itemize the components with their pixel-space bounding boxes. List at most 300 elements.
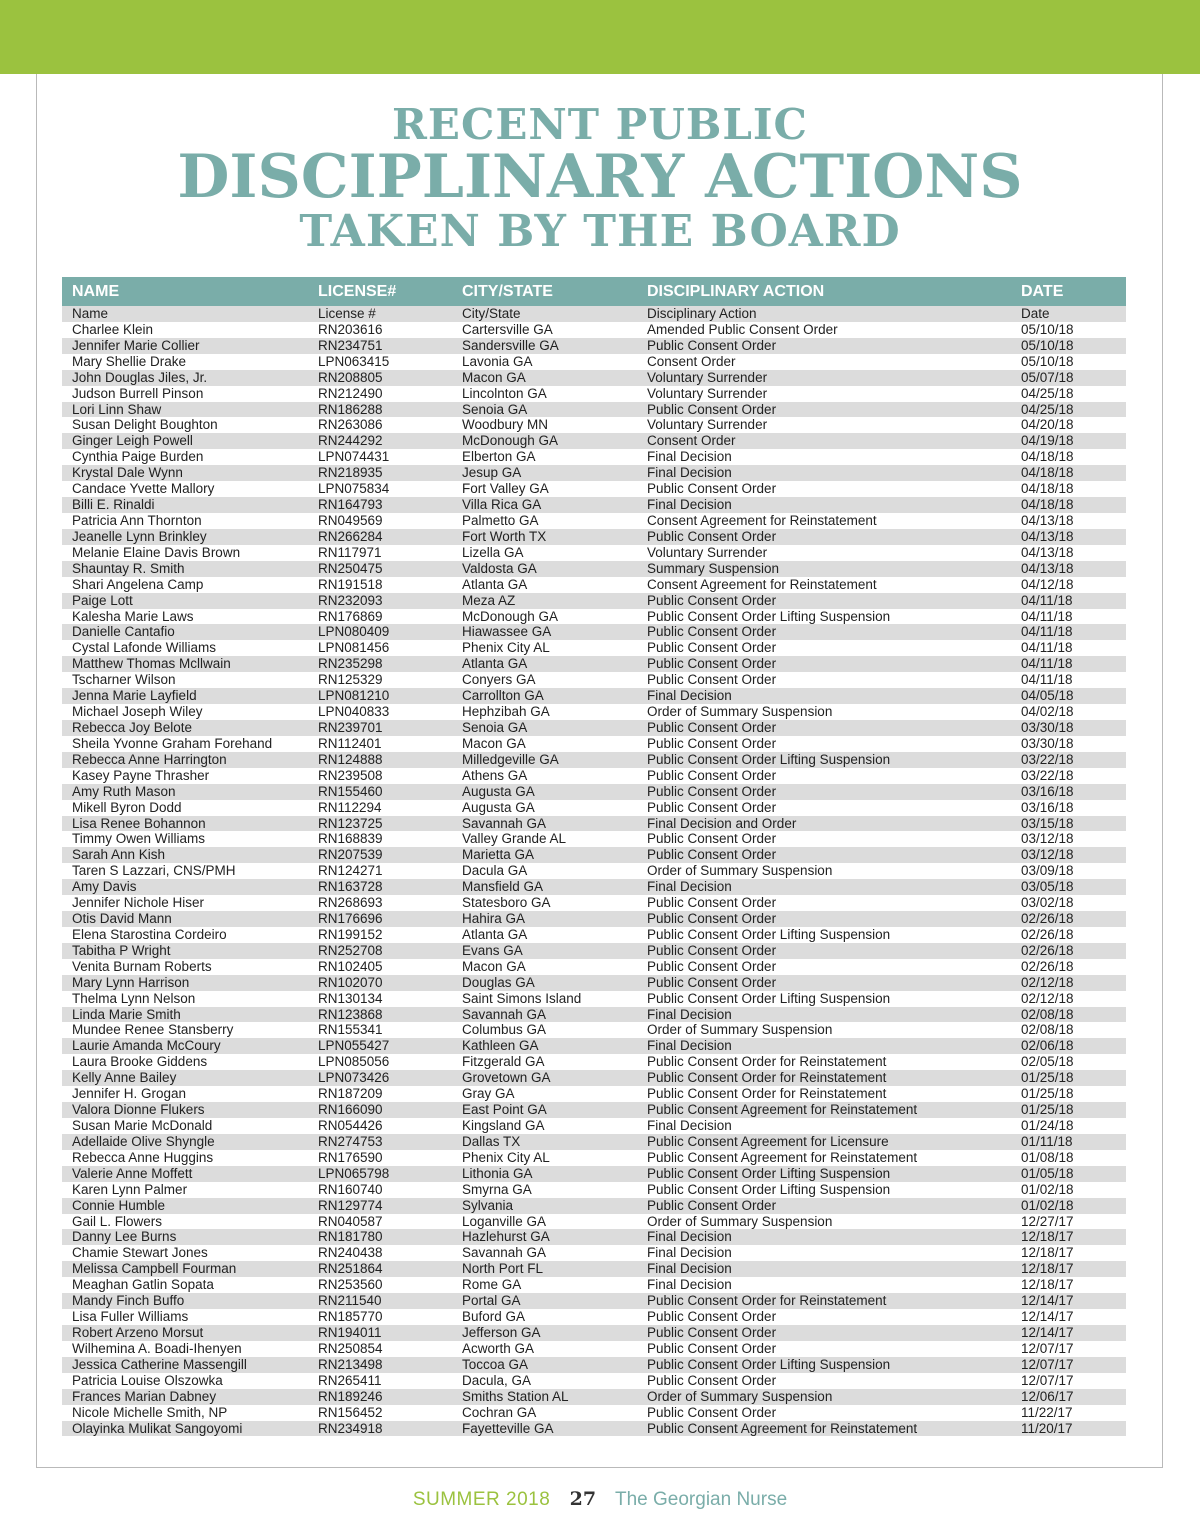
city-state-cell: Marietta GA xyxy=(462,847,535,863)
date-cell: 04/11/18 xyxy=(1021,624,1073,640)
table-row xyxy=(62,1070,1126,1086)
city-state-cell: Kathleen GA xyxy=(462,1038,539,1054)
city-state-cell: City/State xyxy=(462,306,521,321)
license-cell: RN156452 xyxy=(318,1404,383,1420)
name-cell: Olayinka Mulikat Sangoyomi xyxy=(72,1420,243,1436)
license-cell: RN102070 xyxy=(318,974,383,990)
table-row xyxy=(62,465,1126,481)
name-cell: Lori Linn Shaw xyxy=(72,401,162,417)
action-cell: Final Decision xyxy=(647,1006,732,1022)
column-header-action: DISCIPLINARY ACTION xyxy=(647,283,825,300)
table-row xyxy=(62,752,1126,768)
city-state-cell: Woodbury MN xyxy=(462,417,549,433)
action-cell: Final Decision xyxy=(647,1277,732,1293)
city-state-cell: McDonough GA xyxy=(462,433,559,449)
city-state-cell: Dacula, GA xyxy=(462,1372,532,1388)
table-row xyxy=(62,704,1126,720)
table-row xyxy=(62,1166,1126,1182)
license-cell: RN263086 xyxy=(318,417,383,433)
date-cell: 04/13/18 xyxy=(1021,528,1074,544)
name-cell: Melissa Campbell Fourman xyxy=(72,1261,237,1277)
license-cell: LPN081456 xyxy=(318,640,390,656)
date-cell: 02/26/18 xyxy=(1021,958,1074,974)
name-cell: Valora Dionne Flukers xyxy=(72,1102,205,1118)
table-row xyxy=(62,1357,1126,1373)
table-row xyxy=(62,561,1126,577)
city-state-cell: Saint Simons Island xyxy=(462,990,582,1006)
name-cell: Krystal Dale Wynn xyxy=(72,465,183,481)
date-cell: 12/27/17 xyxy=(1021,1213,1074,1229)
date-cell: 05/07/18 xyxy=(1021,369,1074,385)
name-cell: Lisa Renee Bohannon xyxy=(72,815,206,831)
name-cell: Mikell Byron Dodd xyxy=(72,799,182,815)
title-line-1: RECENT PUBLIC xyxy=(392,100,808,149)
table-row xyxy=(62,1277,1126,1293)
license-cell: RN187209 xyxy=(318,1086,383,1102)
action-cell: Public Consent Order xyxy=(647,528,777,544)
table-row xyxy=(62,1182,1126,1198)
name-cell: Jeanelle Lynn Brinkley xyxy=(72,528,207,544)
date-cell: 03/30/18 xyxy=(1021,719,1074,735)
city-state-cell: Hiawassee GA xyxy=(462,624,552,640)
license-cell: LPN085056 xyxy=(318,1054,390,1070)
city-state-cell: Smiths Station AL xyxy=(462,1388,569,1404)
table-row xyxy=(62,306,1126,322)
name-cell: Danielle Cantafio xyxy=(72,624,175,640)
action-cell: Disciplinary Action xyxy=(647,306,757,321)
date-cell: 01/25/18 xyxy=(1021,1086,1074,1102)
date-cell: 03/02/18 xyxy=(1021,895,1074,911)
date-cell: 12/07/17 xyxy=(1021,1372,1074,1388)
license-cell: RN253560 xyxy=(318,1277,383,1293)
city-state-cell: Elberton GA xyxy=(462,449,536,465)
city-state-cell: Athens GA xyxy=(462,767,528,783)
license-cell: LPN073426 xyxy=(318,1070,390,1086)
name-cell: Mandy Finch Buffo xyxy=(72,1293,185,1309)
name-cell: Shari Angelena Camp xyxy=(72,576,204,592)
name-cell: Shauntay R. Smith xyxy=(72,560,185,576)
footer-season: SUMMER 2018 xyxy=(412,1489,551,1510)
name-cell: Timmy Owen Williams xyxy=(72,831,205,847)
date-cell: 04/11/18 xyxy=(1021,656,1073,672)
column-header-license: LICENSE# xyxy=(318,283,397,300)
license-cell: RN130134 xyxy=(318,990,383,1006)
name-cell: Mundee Renee Stansberry xyxy=(72,1022,234,1038)
date-cell: 05/10/18 xyxy=(1021,321,1074,337)
city-state-cell: Douglas GA xyxy=(462,974,535,990)
license-cell: RN155460 xyxy=(318,783,383,799)
table-row xyxy=(62,863,1126,879)
license-cell: RN203616 xyxy=(318,321,383,337)
city-state-cell: Fort Worth TX xyxy=(462,528,547,544)
action-cell: Order of Summary Suspension xyxy=(647,863,833,879)
license-cell: RN176696 xyxy=(318,911,383,927)
date-cell: 01/05/18 xyxy=(1021,1165,1074,1181)
date-cell: 04/05/18 xyxy=(1021,688,1074,704)
city-state-cell: Milledgeville GA xyxy=(462,751,559,767)
name-cell: Tabitha P Wright xyxy=(72,942,171,958)
table-row xyxy=(62,911,1126,927)
name-cell: Sarah Ann Kish xyxy=(72,847,166,863)
name-cell: Meaghan Gatlin Sopata xyxy=(72,1277,214,1293)
name-cell: Jessica Catherine Massengill xyxy=(72,1356,247,1372)
action-cell: Public Consent Order Lifting Suspension xyxy=(647,1356,891,1372)
city-state-cell: Sandersville GA xyxy=(462,337,559,353)
action-cell: Public Consent Order Lifting Suspension xyxy=(647,1165,891,1181)
action-cell: Consent Agreement for Reinstatement xyxy=(647,576,877,592)
table-row xyxy=(62,1261,1126,1277)
city-state-cell: Gray GA xyxy=(462,1086,515,1102)
city-state-cell: Savannah GA xyxy=(462,1006,547,1022)
license-cell: RN234918 xyxy=(318,1420,383,1436)
city-state-cell: Sylvania xyxy=(462,1197,514,1213)
license-cell: RN163728 xyxy=(318,879,383,895)
action-cell: Public Consent Order xyxy=(647,847,777,863)
name-cell: Kasey Payne Thrasher xyxy=(72,767,210,783)
action-cell: Public Consent Order xyxy=(647,735,777,751)
action-cell: Public Consent Agreement for Reinstatement xyxy=(647,1102,918,1118)
column-header-name: NAME xyxy=(72,283,120,300)
date-cell: 12/07/17 xyxy=(1021,1340,1074,1356)
name-cell: Jennifer H. Grogan xyxy=(72,1086,187,1102)
table-row xyxy=(62,1118,1126,1134)
license-cell: RN250475 xyxy=(318,560,383,576)
name-cell: Patricia Louise Olszowka xyxy=(72,1372,223,1388)
license-cell: RN124888 xyxy=(318,751,383,767)
date-cell: 03/12/18 xyxy=(1021,831,1074,847)
name-cell: Adellaide Olive Shyngle xyxy=(72,1133,215,1149)
city-state-cell: Mansfield GA xyxy=(462,879,544,895)
city-state-cell: Portal GA xyxy=(462,1293,521,1309)
city-state-cell: Hazlehurst GA xyxy=(462,1229,550,1245)
table-row xyxy=(62,975,1126,991)
name-cell: Rebecca Anne Harrington xyxy=(72,751,227,767)
name-cell: Taren S Lazzari, CNS/PMH xyxy=(72,863,236,879)
table-row xyxy=(62,1245,1126,1261)
name-cell: Wilhemina A. Boadi-Ihenyen xyxy=(72,1340,242,1356)
date-cell: 01/24/18 xyxy=(1021,1118,1074,1134)
license-cell: RN054426 xyxy=(318,1118,383,1134)
city-state-cell: Kingsland GA xyxy=(462,1118,545,1134)
name-cell: Elena Starostina Cordeiro xyxy=(72,926,227,942)
name-cell: Laurie Amanda McCoury xyxy=(72,1038,221,1054)
action-cell: Public Consent Agreement for Reinstatement xyxy=(647,1149,918,1165)
city-state-cell: Lavonia GA xyxy=(462,353,533,369)
license-cell: RN189246 xyxy=(318,1388,383,1404)
table-row xyxy=(62,386,1126,402)
action-cell: Consent Order xyxy=(647,433,736,449)
city-state-cell: Lincolnton GA xyxy=(462,385,547,401)
table-row xyxy=(62,433,1126,449)
table-row xyxy=(62,402,1126,418)
date-cell: 04/25/18 xyxy=(1021,385,1074,401)
table-row xyxy=(62,1309,1126,1325)
table-row xyxy=(62,1229,1126,1245)
table-row xyxy=(62,1086,1126,1102)
date-cell: 03/30/18 xyxy=(1021,735,1074,751)
license-cell: RN268693 xyxy=(318,895,383,911)
table-row xyxy=(62,545,1126,561)
date-cell: 04/11/18 xyxy=(1021,592,1073,608)
license-cell: RN199152 xyxy=(318,926,383,942)
name-cell: Matthew Thomas Mcllwain xyxy=(72,656,231,672)
city-state-cell: Phenix City AL xyxy=(462,1149,550,1165)
license-cell: RN240438 xyxy=(318,1245,383,1261)
date-cell: 04/12/18 xyxy=(1021,576,1074,592)
license-cell: License # xyxy=(318,306,376,321)
name-cell: Name xyxy=(72,306,109,321)
city-state-cell: Conyers GA xyxy=(462,672,536,688)
action-cell: Public Consent Order xyxy=(647,974,777,990)
table-row xyxy=(62,1198,1126,1214)
name-cell: Susan Marie McDonald xyxy=(72,1118,213,1134)
table-row xyxy=(62,529,1126,545)
table-row xyxy=(62,481,1126,497)
action-cell: Public Consent Order xyxy=(647,958,777,974)
license-cell: RN266284 xyxy=(318,528,383,544)
city-state-cell: Savannah GA xyxy=(462,1245,547,1261)
license-cell: LPN040833 xyxy=(318,704,390,720)
license-cell: RN040587 xyxy=(318,1213,383,1229)
table-row xyxy=(62,816,1126,832)
date-cell: 03/15/18 xyxy=(1021,815,1074,831)
city-state-cell: Cochran GA xyxy=(462,1404,537,1420)
action-cell: Public Consent Order xyxy=(647,640,777,656)
table-row xyxy=(62,593,1126,609)
action-cell: Summary Suspension xyxy=(647,560,780,576)
action-cell: Public Consent Order xyxy=(647,911,777,927)
action-cell: Public Consent Order Lifting Suspension xyxy=(647,926,891,942)
name-cell: John Douglas Jiles, Jr. xyxy=(72,369,208,385)
table-row xyxy=(62,879,1126,895)
name-cell: Mary Lynn Harrison xyxy=(72,974,190,990)
date-cell: 04/02/18 xyxy=(1021,704,1074,720)
date-cell: 04/13/18 xyxy=(1021,560,1074,576)
action-cell: Public Consent Order xyxy=(647,831,777,847)
city-state-cell: Acworth GA xyxy=(462,1340,535,1356)
name-cell: Kelly Anne Bailey xyxy=(72,1070,177,1086)
license-cell: RN213498 xyxy=(318,1356,383,1372)
date-cell: 02/26/18 xyxy=(1021,911,1074,927)
date-cell: 02/08/18 xyxy=(1021,1022,1074,1038)
action-cell: Public Consent Order xyxy=(647,656,777,672)
action-cell: Public Consent Order xyxy=(647,1372,777,1388)
city-state-cell: Loganville GA xyxy=(462,1213,547,1229)
action-cell: Public Consent Order Lifting Suspension xyxy=(647,608,891,624)
city-state-cell: McDonough GA xyxy=(462,608,559,624)
city-state-cell: Grovetown GA xyxy=(462,1070,551,1086)
date-cell: 12/18/17 xyxy=(1021,1229,1074,1245)
city-state-cell: Meza AZ xyxy=(462,592,516,608)
city-state-cell: Fitzgerald GA xyxy=(462,1054,545,1070)
footer-magazine-name: The Georgian Nurse xyxy=(615,1489,788,1510)
license-cell: RN251864 xyxy=(318,1261,383,1277)
date-cell: 01/02/18 xyxy=(1021,1197,1074,1213)
date-cell: 01/02/18 xyxy=(1021,1181,1074,1197)
city-state-cell: Evans GA xyxy=(462,942,523,958)
date-cell: 04/11/18 xyxy=(1021,640,1073,656)
license-cell: RN239508 xyxy=(318,767,383,783)
action-cell: Final Decision xyxy=(647,1261,732,1277)
action-cell: Public Consent Order Lifting Suspension xyxy=(647,751,891,767)
table-row xyxy=(62,736,1126,752)
action-cell: Order of Summary Suspension xyxy=(647,704,833,720)
action-cell: Final Decision and Order xyxy=(647,815,797,831)
name-cell: Ginger Leigh Powell xyxy=(72,433,193,449)
name-cell: Nicole Michelle Smith, NP xyxy=(72,1404,228,1420)
action-cell: Amended Public Consent Order xyxy=(647,321,838,337)
city-state-cell: Jesup GA xyxy=(462,465,522,481)
license-cell: LPN074431 xyxy=(318,449,390,465)
license-cell: RN234751 xyxy=(318,337,383,353)
license-cell: RN207539 xyxy=(318,847,383,863)
city-state-cell: Statesboro GA xyxy=(462,895,551,911)
action-cell: Public Consent Order Lifting Suspension xyxy=(647,1181,891,1197)
action-cell: Public Consent Order for Reinstatement xyxy=(647,1070,887,1086)
table-row xyxy=(62,800,1126,816)
city-state-cell: Atlanta GA xyxy=(462,656,528,672)
date-cell: 02/05/18 xyxy=(1021,1054,1074,1070)
city-state-cell: Senoia GA xyxy=(462,719,528,735)
date-cell: 04/11/18 xyxy=(1021,672,1073,688)
date-cell: 04/13/18 xyxy=(1021,512,1074,528)
license-cell: RN155341 xyxy=(318,1022,383,1038)
date-cell: 02/08/18 xyxy=(1021,1006,1074,1022)
action-cell: Order of Summary Suspension xyxy=(647,1388,833,1404)
date-cell: 12/14/17 xyxy=(1021,1325,1074,1340)
city-state-cell: Hephzibah GA xyxy=(462,704,550,720)
name-cell: Kalesha Marie Laws xyxy=(72,608,194,624)
name-cell: Susan Delight Boughton xyxy=(72,417,218,433)
table-row xyxy=(62,1214,1126,1230)
name-cell: Candace Yvette Mallory xyxy=(72,481,215,497)
table-row xyxy=(62,688,1126,704)
date-cell: Date xyxy=(1021,306,1050,321)
name-cell: Lisa Fuller Williams xyxy=(72,1309,189,1325)
action-cell: Voluntary Surrender xyxy=(647,544,768,560)
name-cell: Valerie Anne Moffett xyxy=(72,1165,193,1181)
license-cell: RN186288 xyxy=(318,401,383,417)
action-cell: Public Consent Order for Reinstatement xyxy=(647,1293,887,1309)
license-cell: RN191518 xyxy=(318,576,383,592)
table-row xyxy=(62,1325,1126,1341)
disciplinary-actions-table xyxy=(62,277,1126,1436)
name-cell: Rebecca Anne Huggins xyxy=(72,1149,214,1165)
name-cell: Judson Burrell Pinson xyxy=(72,385,204,401)
date-cell: 03/16/18 xyxy=(1021,783,1074,799)
date-cell: 02/06/18 xyxy=(1021,1038,1074,1054)
city-state-cell: Buford GA xyxy=(462,1309,526,1325)
action-cell: Public Consent Order xyxy=(647,719,777,735)
city-state-cell: Dallas TX xyxy=(462,1133,521,1149)
date-cell: 01/11/18 xyxy=(1021,1133,1073,1149)
table-row xyxy=(62,624,1126,640)
action-cell: Final Decision xyxy=(647,497,732,513)
city-state-cell: Lithonia GA xyxy=(462,1165,533,1181)
date-cell: 05/10/18 xyxy=(1021,353,1074,369)
license-cell: RN112294 xyxy=(318,799,382,815)
license-cell: LPN063415 xyxy=(318,353,390,369)
license-cell: RN274753 xyxy=(318,1133,383,1149)
city-state-cell: Macon GA xyxy=(462,369,526,385)
license-cell: RN208805 xyxy=(318,369,383,385)
license-cell: RN168839 xyxy=(318,831,383,847)
table-row xyxy=(62,1150,1126,1166)
license-cell: RN265411 xyxy=(318,1372,382,1388)
city-state-cell: North Port FL xyxy=(462,1261,544,1277)
date-cell: 02/26/18 xyxy=(1021,942,1074,958)
table-row xyxy=(62,991,1126,1007)
city-state-cell: Fayetteville GA xyxy=(462,1420,554,1436)
city-state-cell: Valdosta GA xyxy=(462,560,537,576)
name-cell: Melanie Elaine Davis Brown xyxy=(72,544,241,560)
city-state-cell: East Point GA xyxy=(462,1102,547,1118)
table-row xyxy=(62,1038,1126,1054)
name-cell: Mary Shellie Drake xyxy=(72,353,187,369)
table-row xyxy=(62,959,1126,975)
date-cell: 02/12/18 xyxy=(1021,974,1074,990)
action-cell: Public Consent Order for Reinstatement xyxy=(647,1086,887,1102)
action-cell: Final Decision xyxy=(647,1245,732,1261)
page-footer xyxy=(0,1488,1200,1511)
name-cell: Amy Davis xyxy=(72,879,137,895)
action-cell: Final Decision xyxy=(647,1229,732,1245)
action-cell: Public Consent Order xyxy=(647,1404,777,1420)
action-cell: Public Consent Order xyxy=(647,799,777,815)
license-cell: RN129774 xyxy=(318,1197,383,1213)
table-row xyxy=(62,927,1126,943)
action-cell: Final Decision xyxy=(647,465,732,481)
city-state-cell: Senoia GA xyxy=(462,401,528,417)
table-row xyxy=(62,1373,1126,1389)
license-cell: LPN055427 xyxy=(318,1038,390,1054)
table-row xyxy=(62,720,1126,736)
action-cell: Public Consent Agreement for Licensure xyxy=(647,1133,889,1149)
date-cell: 11/20/17 xyxy=(1021,1420,1073,1436)
date-cell: 02/12/18 xyxy=(1021,990,1074,1006)
name-cell: Jennifer Nichole Hiser xyxy=(72,895,205,911)
title-line-3: TAKEN BY THE BOARD xyxy=(299,206,901,257)
action-cell: Public Consent Order for Reinstatement xyxy=(647,1054,887,1070)
city-state-cell: Savannah GA xyxy=(462,815,547,831)
license-cell: RN160740 xyxy=(318,1181,383,1197)
date-cell: 11/22/17 xyxy=(1021,1404,1073,1420)
name-cell: Karen Lynn Palmer xyxy=(72,1181,188,1197)
name-cell: Charlee Klein xyxy=(72,321,154,337)
name-cell: Jennifer Marie Collier xyxy=(72,337,200,353)
date-cell: 03/16/18 xyxy=(1021,799,1074,815)
license-cell: RN252708 xyxy=(318,942,383,958)
date-cell: 04/18/18 xyxy=(1021,449,1074,465)
action-cell: Public Consent Order xyxy=(647,942,777,958)
action-cell: Public Consent Order xyxy=(647,783,777,799)
column-header-date: DATE xyxy=(1021,283,1064,300)
city-state-cell: Carrollton GA xyxy=(462,688,544,704)
action-cell: Public Consent Order xyxy=(647,481,777,497)
table-row xyxy=(62,1007,1126,1023)
table-row xyxy=(62,1054,1126,1070)
action-cell: Public Consent Order xyxy=(647,895,777,911)
date-cell: 03/05/18 xyxy=(1021,879,1074,895)
name-cell: Chamie Stewart Jones xyxy=(72,1245,208,1261)
name-cell: Robert Arzeno Morsut xyxy=(72,1325,204,1340)
action-cell: Order of Summary Suspension xyxy=(647,1022,833,1038)
license-cell: RN194011 xyxy=(318,1325,382,1340)
city-state-cell: Atlanta GA xyxy=(462,926,528,942)
action-cell: Consent Agreement for Reinstatement xyxy=(647,512,877,528)
table-row xyxy=(62,1134,1126,1150)
table-row xyxy=(62,784,1126,800)
